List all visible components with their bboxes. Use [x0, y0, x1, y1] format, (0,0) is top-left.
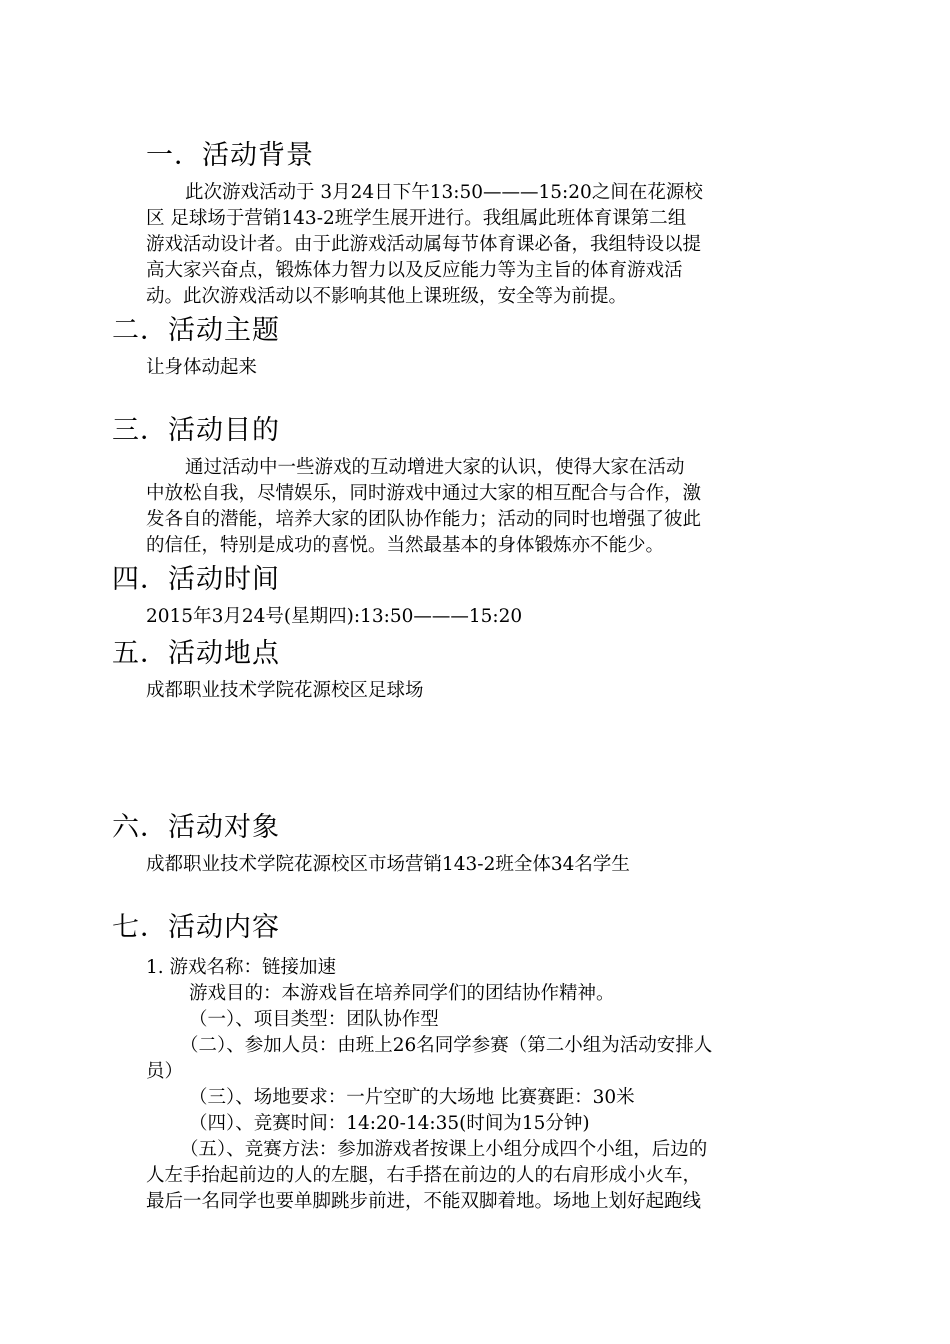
paragraph-line: 成都职业技术学院花源校区市场营销143-2班全体34名学生 [146, 854, 630, 875]
paragraph-line: 区 足球场于营销143-2班学生展开进行。我组属此班体育课第二组 [146, 208, 687, 229]
paragraph-line: 最后一名同学也要单脚跳步前进，不能双脚着地。场地上划好起跑线 [146, 1191, 702, 1212]
paragraph-line: 游戏活动设计者。由于此游戏活动属每节体育课必备，我组特设以提 [146, 234, 702, 255]
paragraph-line: （一）、项目类型：团队协作型 [189, 1009, 439, 1030]
paragraph-line: （二）、参加人员：由班上26名同学参赛（第二小组为活动安排人 [180, 1035, 713, 1056]
paragraph-line: 2015年3月24号(星期四):13:50———15:20 [146, 606, 523, 627]
paragraph-line: 中放松自我，尽情娱乐，同时游戏中通过大家的相互配合与合作，激 [146, 483, 702, 504]
paragraph-line: 员） [146, 1061, 184, 1082]
paragraph-line: 此次游戏活动于 3月24日下午13:50———15:20之间在花源校 [185, 182, 703, 203]
paragraph-line: 高大家兴奋点，锻炼体力智力以及反应能力等为主旨的体育游戏活 [146, 260, 683, 281]
heading-activity-location: 五．活动地点 [112, 638, 280, 669]
paragraph-line: （五）、竞赛方法：参加游戏者按课上小组分成四个小组，后边的 [180, 1139, 708, 1160]
heading-activity-content: 七．活动内容 [112, 912, 280, 943]
paragraph-line: 发各自的潜能，培养大家的团队协作能力；活动的同时也增强了彼此 [146, 509, 702, 530]
paragraph-line: 游戏目的：本游戏旨在培养同学们的团结协作精神。 [189, 983, 615, 1004]
list-item: 1. 游戏名称：链接加速 [146, 957, 337, 978]
paragraph-line: 人左手抬起前边的人的左腿，右手搭在前边的人的右肩形成小火车， [146, 1165, 702, 1186]
paragraph-line: （四）、竞赛时间：14:20-14:35(时间为15分钟) [189, 1113, 590, 1134]
paragraph-line: 成都职业技术学院花源校区足球场 [146, 680, 424, 701]
heading-activity-background: 一．活动背景 [146, 140, 314, 171]
paragraph-line: （三）、场地要求：一片空旷的大场地 比赛赛距：30米 [189, 1087, 635, 1108]
paragraph-line: 动。此次游戏活动以不影响其他上课班级，安全等为前提。 [146, 286, 628, 307]
paragraph-line: 通过活动中一些游戏的互动增进大家的认识，使得大家在活动 [185, 457, 685, 478]
paragraph-line: 的信任，特别是成功的喜悦。当然最基本的身体锻炼亦不能少。 [146, 535, 665, 556]
heading-activity-theme: 二．活动主题 [112, 315, 280, 346]
heading-activity-purpose: 三．活动目的 [112, 415, 280, 446]
heading-activity-time: 四．活动时间 [112, 564, 280, 595]
paragraph-line: 让身体动起来 [146, 357, 258, 378]
heading-activity-target: 六．活动对象 [112, 812, 280, 843]
